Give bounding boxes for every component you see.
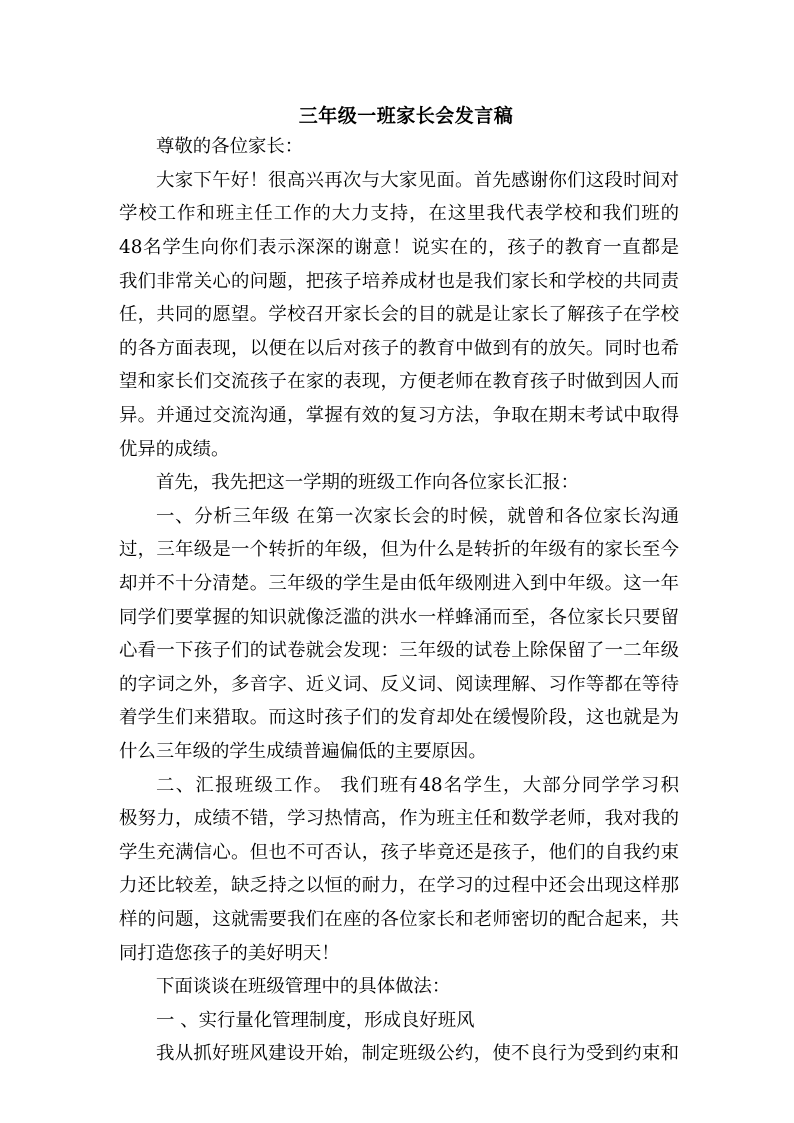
paragraph-line: 却并不十分清楚。三年级的学生是由低年级刚进入到中年级。这一年 (119, 573, 679, 594)
paragraph-line: 力还比较差，缺乏持之以恒的耐力，在学习的过程中还会出现这样那 (119, 875, 679, 896)
paragraph-line: 同打造您孩子的美好明天！ (119, 943, 340, 964)
paragraph-line: 学校工作和班主任工作的大力支持，在这里我代表学校和我们班的 (119, 203, 679, 224)
paragraph-line: 同学们要掌握的知识就像泛滥的洪水一样蜂涌而至，各位家长只要留 (119, 607, 679, 628)
paragraph-line: 我们非常关心的问题，把孩子培养成材也是我们家长和学校的共同责 (119, 271, 679, 292)
paragraph-line: 任，共同的愿望。学校召开家长会的目的就是让家长了解孩子在学校 (119, 304, 679, 325)
paragraph-line: 优异的成绩。 (119, 439, 230, 460)
paragraph-line: 48名学生向你们表示深深的谢意！说实在的，孩子的教育一直都是 (119, 237, 679, 258)
paragraph-line: 着学生们来猎取。而这时孩子们的发育却处在缓慢阶段，这也就是为 (119, 707, 679, 728)
paragraph-line: 极努力，成绩不错，学习热情高，作为班主任和数学老师，我对我的 (119, 808, 679, 829)
paragraph-line: 的各方面表现，以便在以后对孩子的教育中做到有的放矢。同时也希 (119, 338, 679, 359)
paragraph-line: 我从抓好班风建设开始，制定班级公约，使不良行为受到约束和 (156, 1043, 679, 1064)
document-title: 三年级一班家长会发言稿 (298, 105, 514, 127)
section-heading-line: 一 、实行量化管理制度，形成良好班风 (156, 1010, 475, 1031)
paragraph-line: 样的问题，这就需要我们在座的各位家长和老师密切的配合起来，共 (119, 909, 679, 930)
paragraph-line: 心看一下孩子们的试卷就会发现：三年级的试卷上除保留了一二年级 (119, 640, 679, 661)
salutation: 尊敬的各位家长： (156, 136, 304, 157)
section-heading-line: 一、分析三年级 在第一次家长会的时候，就曾和各位家长沟通 (156, 506, 679, 527)
paragraph-line: 什么三年级的学生成绩普遍偏低的主要原因。 (119, 741, 487, 762)
paragraph-line: 异。并通过交流沟通，掌握有效的复习方法，争取在期末考试中取得 (119, 405, 679, 426)
paragraph-line: 过，三年级是一个转折的年级，但为什么是转折的年级有的家长至今 (119, 539, 679, 560)
section-heading-line: 二、汇报班级工作。 我们班有48名学生，大部分同学学习积 (156, 775, 679, 796)
paragraph-line: 下面谈谈在班级管理中的具体做法： (156, 976, 451, 997)
paragraph-line: 学生充满信心。但也不可否认，孩子毕竟还是孩子，他们的自我约束 (119, 842, 679, 863)
paragraph-line: 的字词之外，多音字、近义词、反义词、阅读理解、习作等都在等待 (119, 674, 679, 695)
paragraph-line: 首先，我先把这一学期的班级工作向各位家长汇报： (156, 472, 579, 493)
paragraph-line: 大家下午好！很高兴再次与大家见面。首先感谢你们这段时间对 (156, 170, 679, 191)
paragraph-line: 望和家长们交流孩子在家的表现，方便老师在教育孩子时做到因人而 (119, 371, 679, 392)
